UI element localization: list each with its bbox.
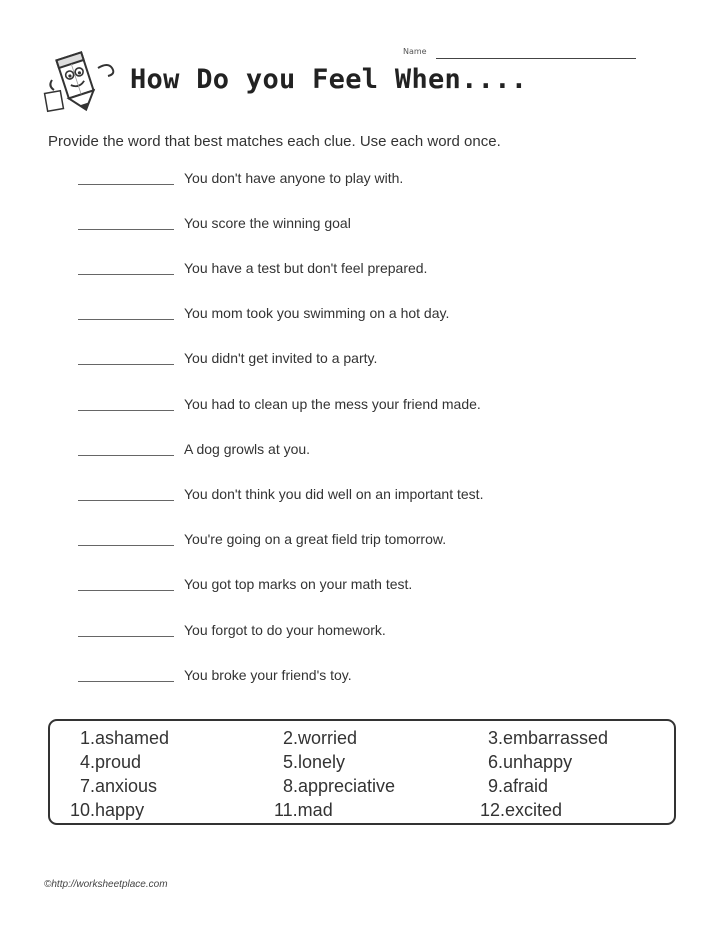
worksheet-title: How Do you Feel When.... xyxy=(130,64,528,95)
word-bank-item: 1.ashamed xyxy=(80,728,170,748)
pencil-character-icon xyxy=(42,46,122,116)
answer-blank[interactable] xyxy=(78,455,174,456)
word-bank-item: 10.happy xyxy=(70,800,145,820)
word-bank-item: 4.proud xyxy=(80,752,142,772)
clue-text: You have a test but don't feel prepared. xyxy=(184,260,428,276)
clue-text: You broke your friend's toy. xyxy=(184,667,352,683)
answer-blank[interactable] xyxy=(78,364,174,365)
answer-blank[interactable] xyxy=(78,681,174,682)
answer-blank[interactable] xyxy=(78,636,174,637)
clue-text: You got top marks on your math test. xyxy=(184,576,413,592)
answer-blank[interactable] xyxy=(78,319,174,320)
clue-text: You didn't get invited to a party. xyxy=(184,350,378,366)
answer-blank[interactable] xyxy=(78,590,174,591)
word-bank-item: 12.excited xyxy=(480,800,563,820)
clue-text: You mom took you swimming on a hot day. xyxy=(184,305,450,321)
answer-blank[interactable] xyxy=(78,545,174,546)
word-bank-item: 7.anxious xyxy=(80,776,158,796)
clue-text: You don't think you did well on an important test. xyxy=(184,486,484,502)
instructions: Provide the word that best matches each clue. Use each word once. xyxy=(48,133,501,150)
word-bank-item: 11.mad xyxy=(274,800,333,820)
word-bank-item: 9.afraid xyxy=(488,776,549,796)
word-bank-item: 8.appreciative xyxy=(283,776,396,796)
answer-blank[interactable] xyxy=(78,500,174,501)
word-bank-item: 5.lonely xyxy=(283,752,346,772)
word-bank-item: 6.unhappy xyxy=(488,752,573,772)
answer-blank[interactable] xyxy=(78,274,174,275)
clue-text: You had to clean up the mess your friend made. xyxy=(184,396,481,412)
clue-text: You score the winning goal xyxy=(184,215,351,231)
answer-blank[interactable] xyxy=(78,184,174,185)
answer-blank[interactable] xyxy=(78,410,174,411)
word-bank-item: 3.embarrassed xyxy=(488,728,609,748)
clue-text: A dog growls at you. xyxy=(184,441,311,457)
word-bank-item: 2.worried xyxy=(283,728,358,748)
clue-text: You're going on a great field trip tomorrow. xyxy=(184,531,447,547)
name-field-line[interactable] xyxy=(436,58,636,59)
clue-text: You don't have anyone to play with. xyxy=(184,170,404,186)
name-label: Name xyxy=(403,47,427,56)
answer-blank[interactable] xyxy=(78,229,174,230)
word-bank xyxy=(48,719,676,825)
copyright-footer: ©http://worksheetplace.com xyxy=(44,879,168,890)
clue-text: You forgot to do your homework. xyxy=(184,622,386,638)
